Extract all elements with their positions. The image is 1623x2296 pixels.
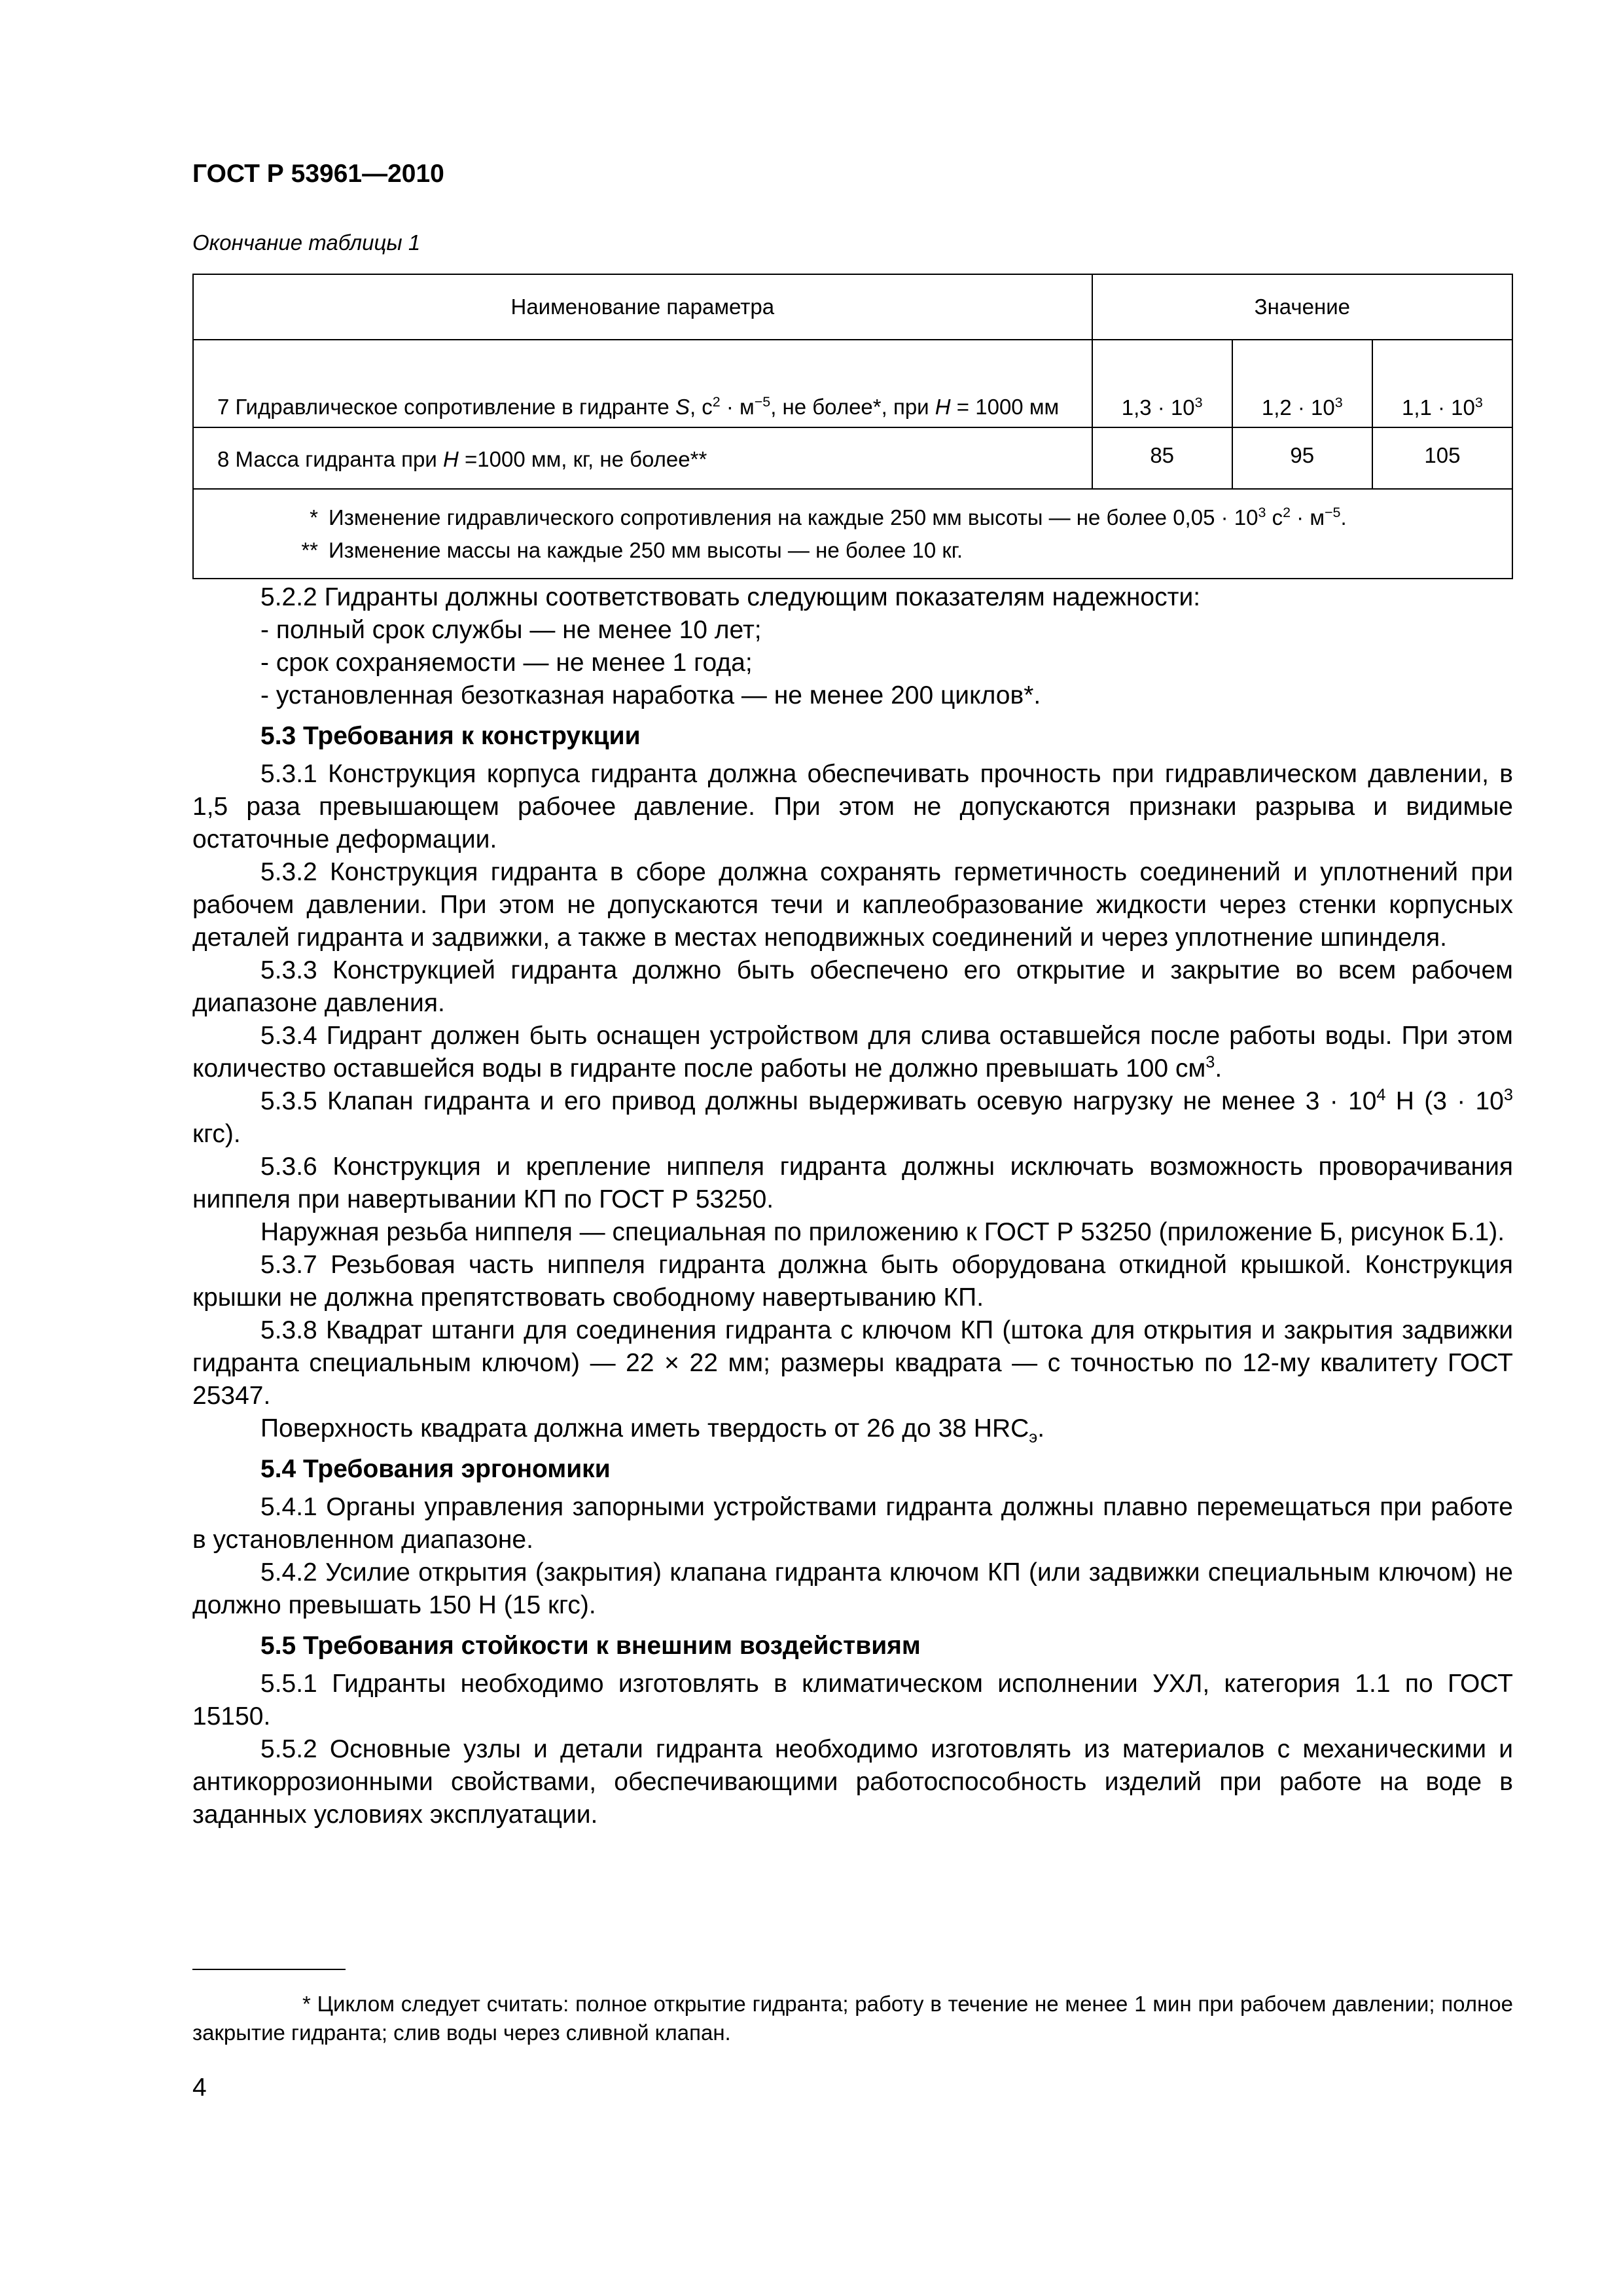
- table-notes: [193, 489, 1512, 579]
- footnote-divider: [192, 1969, 346, 1970]
- paragraph-5-3-4: 5.3.4 Гидрант должен быть оснащен устройством для слива оставшейся после работы воды. При этом количество оставшейся воды в гидранте после работы не должно превышать 100 $см^3$.: [192, 1022, 1513, 1083]
- note-text: Изменение массы на каждые 250 мм высоты — не более 10 кг.: [329, 537, 963, 562]
- row-8-value-2: 95: [1232, 427, 1372, 489]
- table-note-2: [207, 534, 1499, 567]
- table-row: [193, 340, 1512, 427]
- row-8-label: 8 Масса гидранта при H =1000 мм, кг, не более**: [193, 427, 1092, 489]
- paragraph-5-3-1: 5.3.1 Конструкция корпуса гидранта должна обеспечивать прочность при гидравлическом давлении, в 1,5 раза превышающем рабочее давление. При этом не допускаются признаки разрыва и видимые остаточные деформации.: [192, 760, 1513, 853]
- footnote: * Циклом следует считать: полное открытие гидранта; работу в течение не менее 1 мин при рабочем давлении; полное закрытие гидранта; слив воды через сливной клапан.: [192, 1992, 1513, 2045]
- section-heading-5-4: 5.4 Требования эргономики: [260, 1455, 611, 1483]
- row-7-value-3: $1,1 \cdot 10^3$: [1372, 340, 1512, 427]
- paragraph-5-3-2: 5.3.2 Конструкция гидранта в сборе должна сохранять герметичность соединений и уплотнений при рабочем давлении. При этом не допускаются течи и каплеобразование жидкости через стенки корпусных деталей гидранта и задвижки, а также в местах неподвижных соединений и через уплотнение шпинделя.: [192, 858, 1513, 952]
- row-8-value-3: 105: [1372, 427, 1512, 489]
- section-heading-5-5: 5.5 Требования стойкости к внешним воздействиям: [260, 1632, 921, 1660]
- paragraph-surface: Поверхность квадрата должна иметь твердость от 26 до 38 $HRC_э$.: [260, 1414, 1045, 1446]
- document-code: ГОСТ Р 53961—2010: [192, 160, 444, 188]
- paragraph-thread: Наружная резьба ниппеля — специальная по приложению к ГОСТ Р 53250 (приложение Б, рисунок Б.1).: [260, 1218, 1505, 1246]
- parameters-table: [192, 274, 1513, 579]
- main-text: [192, 581, 1513, 1831]
- paragraph-5-2-2: 5.2.2 Гидранты должны соответствовать следующим показателям надежности:: [260, 583, 1201, 611]
- paragraph-5-3-5: 5.3.5 Клапан гидранта и его привод должны выдерживать осевую нагрузку не менее $3 \cdot 10^4$ Н ($3 \cdot 10^3$ кгс).: [192, 1086, 1513, 1148]
- table-header-row: [193, 274, 1512, 340]
- column-header-parameter: Наименование параметра: [193, 274, 1092, 340]
- paragraph-5-4-2: 5.4.2 Усилие открытия (закрытия) клапана гидранта ключом КП (или задвижки специальным ключом) не должно превышать 150 Н (15 кгс).: [192, 1558, 1513, 1619]
- row-7-label: 7 Гидравлическое сопротивление в гидранте S, $с^2 \cdot м^{-5}$, не более*, при H = 1000 мм: [193, 340, 1092, 427]
- list-item: - срок сохраняемости — не менее 1 года;: [260, 647, 1513, 679]
- row-7-value-2: $1,2 \cdot 10^3$: [1232, 340, 1372, 427]
- table-row: [193, 427, 1512, 489]
- column-header-value: Значение: [1092, 274, 1512, 340]
- paragraph-5-3-6: 5.3.6 Конструкция и крепление ниппеля гидранта должны исключать возможность проворачивания ниппеля при навертывании КП по ГОСТ Р 53250.: [192, 1153, 1513, 1213]
- paragraph-5-4-1: 5.4.1 Органы управления запорными устройствами гидранта должны плавно перемещаться при работе в установленном диапазоне.: [192, 1493, 1513, 1554]
- row-8-value-1: 85: [1092, 427, 1232, 489]
- list-item: - полный срок службы — не менее 10 лет;: [260, 614, 1513, 647]
- table-caption: Окончание таблицы 1: [192, 230, 421, 255]
- paragraph-5-3-8: 5.3.8 Квадрат штанги для соединения гидранта с ключом КП (штока для открытия и закрытия задвижки гидранта специальным ключом) — 22 × 22 мм; размеры квадрата — с точностью по 12-му квалитету ГОСТ 25347.: [192, 1316, 1513, 1410]
- paragraph-5-5-1: 5.5.1 Гидранты необходимо изготовлять в климатическом исполнении УХЛ, категория 1.1 по ГОСТ 15150.: [192, 1670, 1513, 1731]
- list-item: - установленная безотказная наработка — не менее 200 циклов*.: [260, 679, 1513, 712]
- note-text: Изменение гидравлического сопротивления на каждые 250 мм высоты — не более $0,05 \cdot 10^3$ $с^2 \cdot м^{-5}$.: [329, 505, 1347, 529]
- paragraph-5-3-7: 5.3.7 Резьбовая часть ниппеля гидранта должна быть оборудована откидной крышкой. Конструкция крышки не должна препятствовать свободному навертыванию КП.: [192, 1251, 1513, 1312]
- row-7-value-1: $1,3 \cdot 10^3$: [1092, 340, 1232, 427]
- paragraph-5-5-2: 5.5.2 Основные узлы и детали гидранта необходимо изготовлять из материалов с механическими и антикоррозионными свойствами, обеспечивающими работоспособность изделий при работе на воде в заданных условиях эксплуатации.: [192, 1735, 1513, 1829]
- table-note-1: [207, 501, 1499, 534]
- paragraph-5-3-3: 5.3.3 Конструкцией гидранта должно быть обеспечено его открытие и закрытие во всем рабочем диапазоне давления.: [192, 956, 1513, 1017]
- note-mark: **: [301, 537, 318, 562]
- section-heading-5-3: 5.3 Требования к конструкции: [260, 722, 641, 750]
- page-number: 4: [192, 2073, 207, 2102]
- table-notes-row: [193, 489, 1512, 579]
- note-mark: *: [310, 505, 318, 529]
